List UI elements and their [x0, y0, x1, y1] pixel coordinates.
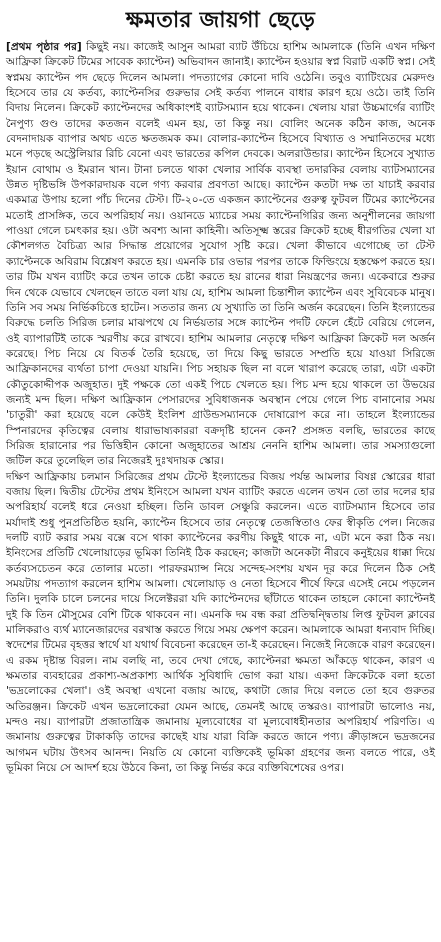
- article-headline: ক্ষমতার জায়গা ছেড়ে: [125, 7, 316, 33]
- article-body: [6, 40, 435, 777]
- article-paragraph-1: [6, 40, 435, 470]
- paragraph-2-text: দক্ষিণ আফ্রিকায় চলমান সিরিজের প্রথম টেস্টে ইংল্যান্ডের বিজয় পর্যন্ত আমলার বিষণ্ণ স্কোরের ধারা বজায় ছিল। দ্বিতীয় টেস্টের প্রথম ইনিংসে আমলা যখন ব্যাটিং করতে এলেন তখন তো তার দলের হার অপরিহার্য বলেই ধরে নেওয়া হচ্ছিল। তিনি ডাবল সেঞ্চুরি করলেন। এতে ব্যাটসম্যান হিসেবে তার মর্যাদাই শুধু পুনপ্রতিষ্ঠিত হয়নি, ক্যাপ্টেন হিসেবে তার নেতৃত্বে তেজস্বিতাও ফের স্বীকৃতি পেল। নিজের দলটি ব্যাট করার সময় বক্সে বসে থাকা ক্যাপ্টেনের করণীয় কিছুই থাকে না, এটা মনে করা ঠিক নয়। ইনিংসের প্রতিটি খেলোয়াড়ের ভূমিকা তিনিই ঠিক করছেন; কাজটা অনেকটা নীরবে কনুইয়ের ধাক্কা দিয়ে কর্তব্যসচেতন করে তোলার মতো। পারফরম্যান্স নিয়ে সন্দেহ-সংশয় যখন দূর করে দিলেন ঠিক সেই সময়টায় পদত্যাগ করলেন হাশিম আমলা। খেলোয়াড় ও নেতা হিসেবে শীর্ষে ফিরে এসেই নেমে পড়লেন তিনি। দুলকি চালে চলনের দায়ে সিলেক্টররা যদি ক্যাপ্টেনদের ছাঁটাতে থাকেন তাহলে কোনো ক্যাপ্টেনই দুই কি তিন মৌসুমের বেশি টিকে থাকবেন না। এমনকি দম বন্ধ করা প্রতিদ্বন্দ্বিতায় লিপ্ত ফুটবল ক্লাবের মালিকরাও ব্যর্থ ম্যানেজারদের বরখাস্ত করতে গিয়ে সময় ক্ষেপণ করেন। আমলাকে আমরা ধন্যবাদ দিচ্ছি। স্বদেশের টিমের বৃহত্তর স্বার্থে যা যথার্থ বিবেচনা করেছেন তা-ই করেছেন। নিজেই নিজেকে বারণ করেছেন। এ রকম দৃষ্টান্ত বিরল। নাম বলছি না, তবে দেখা গেছে, ক্যাপ্টেনরা ক্ষমতা আঁকড়ে থাকেন, কারণ এ ক্ষমতার ব্যবহারের প্রকাশ্য-অপ্রকাশ্য আর্থিক সুবিধাদি ভোগ করা যায়। একদা ক্রিকেটকে বলা হতো 'ভদ্রলোকের খেলা'। ওই অবস্থা এখনো বজায় আছে, কথাটা জোর দিয়ে বলতে তো হবে গুরুতর অতিরঞ্জন। ক্রিকেট এখন ভদ্রলোকেরা যেমন আছে, তেমনই আছে তস্করও। ব্যাপারটা ভালোও নয়, মন্দও নয়। ব্যাপারটা প্রজাতান্ত্রিক জমানায় মূল্যবোধের বা মূল্যবোধহীনতার অপরিহার্য পরিণতি। এ জমানায় গুরুত্বের টাকাকড়ি তাদের কাছেই যায় যারা বিক্রি করতে জানে পণ্য। ক্রীড়াঙ্গনে ভদ্রজনের আগমন ঘটায় উৎসব আনন্দ। নিয়তি যে কোনো ব্যক্তিকেই ভূমিকা গ্রহণের জন্য বলতে পারে, ওই ভূমিকা নিয়ে সে আদর্শ হয়ে উঠবে কিনা, তা কিন্তু নির্ভর করে ব্যক্তিবিশেষের ওপর।: [6, 470, 435, 775]
- paragraph-1-text: কিছুই নয়। কাজেই আসুন আমরা ব্যাট উঁচিয়ে হাশিম আমলাকে (তিনি এখন দক্ষিণ আফ্রিকা ক্রিকেট টিমের সাবেক ক্যাপ্টেন) অভিবাদন জানাই। ক্যাপ্টেন হওয়ার স্বপ্ন বিরাট একটি স্বপ্ন। সেই স্বপ্নময় ক্যাপ্টেন পদ ছেড়ে দিলেন আমলা। পদত্যাগের কোনো দাবি ওঠেনি। তবুও ব্যাটিংয়ের মেরুদণ্ড হিসেবে তার যে কর্তব্য, ক্যাপ্টেনসির গুরুভার সেই কর্তব্য পালনে বাধার কারণ হয়ে ওঠে। তাই তিনি বিদায় নিলেন। ক্রিকেট ক্যাপ্টেনদের অধিকাংশই ব্যাটসম্যান হয়ে থাকেন। খেলায় যারা উচ্চমার্গের ব্যাটিং নৈপুণ্য গুণ্ড তাদের কতজন বলেই এমন হয়, তা কিন্তু নয়। বোলিং অনেক কঠিন কাজ, অনেক বেদনাদায়ক ব্যাপার অথচ এতে ক্ষতজমক কম। বোলার-ক্যাপ্টেন হিসেবে বিখ্যাত ও সম্মানিতদের মধ্যে মনে পড়ছে অস্ট্রেলিয়ার রিচি বেনো এবং ভারতের কপিল দেবকে। অলরাউন্ডার। ক্যাপ্টেন হিসেবে সুখ্যাত ইয়ান বোথাম ও ইমরান খান। টানা চলতে থাকা খেলার সার্বিক ব্যবস্থা তদারকির বেলায় ব্যাটসম্যানের উন্নত দৃষ্টিভঙ্গি উপকারদায়ক বলে গণ্য করবার প্রবণতা আছে। ক্যাপ্টেন কতটা দক্ষ তা যাচাই করবার একমাত্র উপায় হলো পাঁচ দিনের টেস্ট। টি-২০-তে একজন ক্যাপ্টেনের গুরুত্ব ফুটবল টিমের ক্যাপ্টেনের মতোই প্রাসঙ্গিক, তবে অপরিহার্য নয়। ওয়ানডে ম্যাচের সময় ক্যাপ্টেনগিরির জন্য অনুশীলনের জায়গা পাওয়া গেলে চমৎকার হয়। ওটা অবশ্য আনা কাহিনী। অতিসূক্ষ্ম স্তরের ক্রিকেট হচ্ছে ধীরগতির খেলা যা কৌশলগত বৈচিত্র্য আর সিদ্ধান্ত প্রয়োগের সুযোগ সৃষ্টি করে। খেলা কীভাবে এগোচ্ছে তা টেস্ট ক্যাপ্টেনকে অবিরাম বিশ্লেষণ করতে হয়। এমনকি চার ওভার পরপর তাকে ফিল্ডিংয়ে হস্তক্ষেপ করতে হয়। তার টিম যখন ব্যাটিং করে তখন তাকে চেষ্টা করতে হয় রানের ধারা নিয়ন্ত্রণের জন্য। একেবারে শুরুর দিন থেকে যেভাবে খেলছেন তাতে বলা যায় যে, হাশিম আমলা চিন্তাশীল ক্যাপ্টেন এবং সুবিবেচক মানুষ। তিনি সব সময় নির্ভিকচিত্তে হাটেন। সততার জন্য যে সুখ্যাতি তা তিনি অর্জন করেছেন। তিনি ইংল্যান্ডের বিরুদ্ধে চলতি সিরিজ চলার মাঝপথে যে নির্ভয়তার সঙ্গে ক্যাপ্টেন পদটি ফেলে হেঁটে বেরিয়ে গেলেন, ওই ব্যাপারটিই তাকে স্মরণীয় করে রাখবে। হাশিম আমলার নেতৃত্বে দক্ষিণ আফ্রিকা ক্রিকেট দল অর্জন করেছে। পিচ নিয়ে যে বিতর্ক তৈরি হয়েছে, তা দিয়ে কিছু ভারতে সম্প্রতি হয়ে যাওয়া সিরিজে আফ্রিকানদের ব্যর্থতা চাপা দেওয়া যায়নি। পিচ সহায়ক ছিল না বলে খারাপ করেছে তারা, এটা একটা কৌতুকোদ্দীপক অজুহাত। দুই পক্ষকে তো একই পিচে খেলতে হয়। পিচ মন্দ হয়ে থাকলে তা উভয়ের জন্যই মন্দ ছিল। দক্ষিণ আফ্রিকান পেসারদের সুবিধাজনক অবস্থান পেয়ে গেলে পিচ বানানোর সময় 'চাতুরী' করা হয়েছে বলে কেউই ইংলিশ গ্রাউন্ডসম্যানকে দোষারোপ করে না। তাহলে ইংল্যান্ডের স্পিনারদের কৃতিত্বের বেলায় ধারাভাষ্যকাররা বক্রদৃষ্টি হানেন কেন? প্রসঙ্গত বলছি, ভারতের কাছে সিরিজ হারানোর পর ভিত্তিহীন কোনো অজুহাতের আশ্রয় নেননি হাশিম আমলা। তার সমস্যাগুলো জটিল করে তুলেছিল তার নিজেরই দুঃখদায়ক স্কোর।: [6, 41, 435, 468]
- article-paragraph-2: [6, 470, 435, 777]
- continued-from-front-page-label: [প্রথম পৃষ্ঠার পর]: [6, 41, 82, 53]
